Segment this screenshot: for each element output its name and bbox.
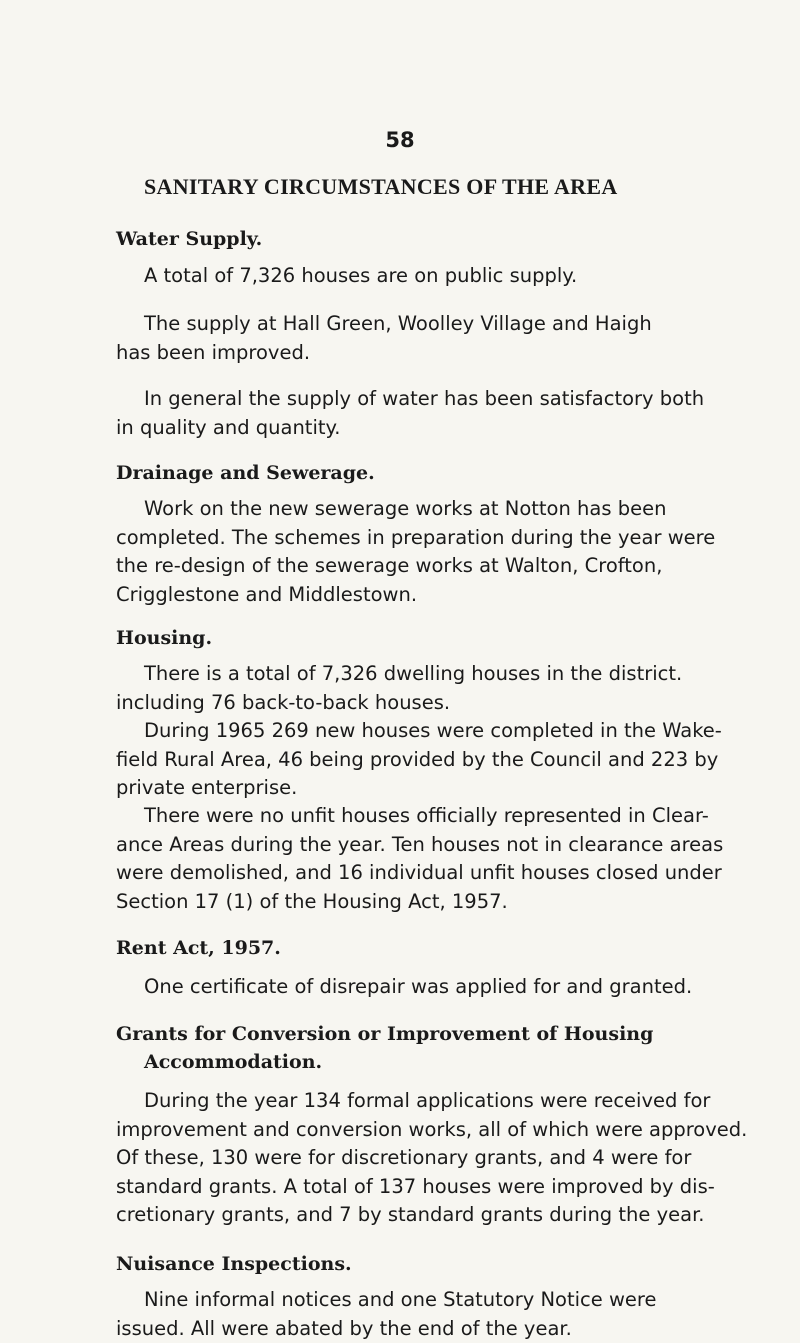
paragraph-nuisance-notices (116, 1286, 756, 1343)
paragraph-water-quality (116, 385, 756, 442)
paragraph-line: ance Areas during the year. Ten houses not in clearance areas (116, 831, 756, 860)
paragraph-line: Crigglestone and Middlestown. (116, 581, 756, 610)
heading-line: Grants for Conversion or Improvement of Housing (116, 1023, 653, 1045)
paragraph-line: One certificate of disrepair was applied for and granted. (116, 973, 756, 1002)
paragraph-housing-new (116, 717, 756, 803)
paragraph-line: standard grants. A total of 137 houses were improved by dis- (116, 1173, 756, 1202)
paragraph-water-improved (116, 310, 756, 367)
paragraph-line: The supply at Hall Green, Woolley Village and Haigh (116, 310, 756, 339)
paragraph-line: Nine informal notices and one Statutory Notice were (116, 1286, 756, 1315)
heading-rent-act: Rent Act, 1957. (116, 937, 281, 959)
paragraph-line: completed. The schemes in preparation during the year were (116, 524, 756, 553)
paragraph-line: the re-design of the sewerage works at Walton, Crofton, (116, 552, 756, 581)
paragraph-line: There were no unfit houses officially represented in Clear- (116, 802, 756, 831)
paragraph-line: During 1965 269 new houses were completed in the Wake- (116, 717, 756, 746)
paragraph-line: in quality and quantity. (116, 414, 756, 443)
heading-housing: Housing. (116, 627, 212, 649)
page-number: 58 (0, 128, 800, 152)
paragraph-line: improvement and conversion works, all of which were approved. (116, 1116, 756, 1145)
paragraph-housing-unfit (116, 802, 756, 916)
paragraph-line: There is a total of 7,326 dwelling houses in the district. (116, 660, 756, 689)
paragraph-housing-total (116, 660, 756, 717)
paragraph-drainage-works (116, 495, 756, 609)
paragraph-rent-certificate (116, 973, 756, 1002)
page-title: SANITARY CIRCUMSTANCES OF THE AREA (144, 174, 618, 200)
paragraph-line: has been improved. (116, 339, 756, 368)
paragraph-line: private enterprise. (116, 774, 756, 803)
paragraph-line: including 76 back-to-back houses. (116, 689, 756, 718)
paragraph-line: issued. All were abated by the end of the year. (116, 1315, 756, 1343)
paragraph-line: Work on the new sewerage works at Notton has been (116, 495, 756, 524)
heading-drainage-sewerage: Drainage and Sewerage. (116, 462, 375, 484)
paragraph-line: field Rural Area, 46 being provided by the Council and 223 by (116, 746, 756, 775)
heading-nuisance-inspections: Nuisance Inspections. (116, 1253, 352, 1275)
heading-water-supply: Water Supply. (116, 228, 262, 250)
paragraph-line: A total of 7,326 houses are on public supply. (116, 262, 756, 291)
paragraph-line: were demolished, and 16 individual unfit houses closed under (116, 859, 756, 888)
paragraph-line: Of these, 130 were for discretionary grants, and 4 were for (116, 1144, 756, 1173)
paragraph-line: During the year 134 formal applications were received for (116, 1087, 756, 1116)
paragraph-grants-applications (116, 1087, 756, 1230)
paragraph-line: In general the supply of water has been satisfactory both (116, 385, 756, 414)
paragraph-line: Section 17 (1) of the Housing Act, 1957. (116, 888, 756, 917)
heading-line: Accommodation. (116, 1048, 756, 1076)
paragraph-water-public-supply (116, 262, 756, 291)
paragraph-line: cretionary grants, and 7 by standard grants during the year. (116, 1201, 756, 1230)
heading-grants (116, 1020, 756, 1076)
